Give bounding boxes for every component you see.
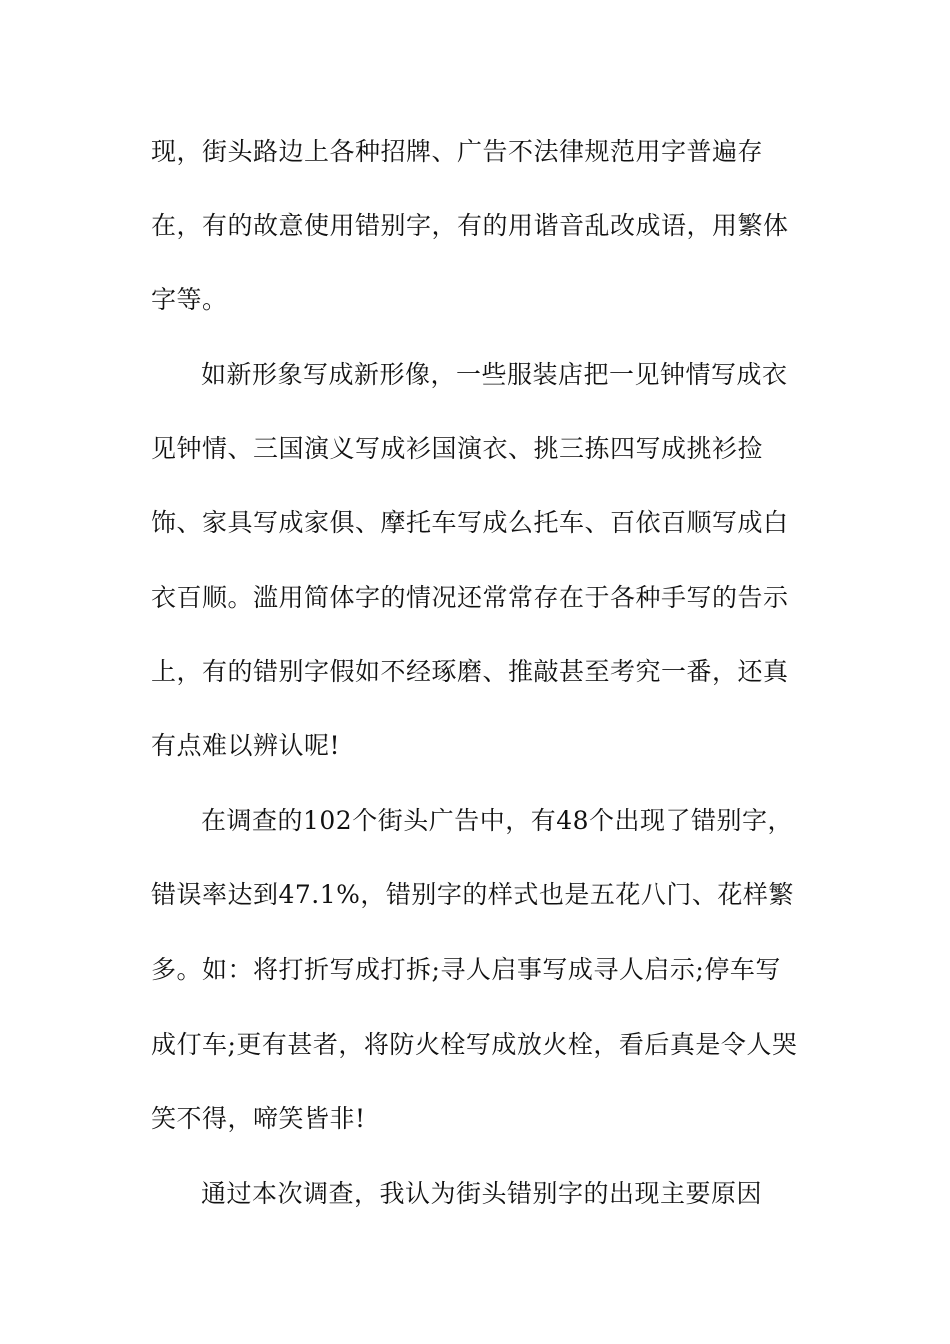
paragraph-first-line: 通过本次调查，我认为街头错别字的出现主要原因 [201, 1179, 763, 1208]
text-line: 在，有的故意使用错别字，有的用谐音乱改成语，用繁体 [151, 211, 789, 240]
text-line: 上，有的错别字假如不经琢磨、推敲甚至考究一番，还真 [151, 657, 789, 686]
text-line: 现，街头路边上各种招牌、广告不法律规范用字普遍存 [151, 137, 764, 166]
text-line: 衣百顺。滥用简体字的情况还常常存在于各种手写的告示 [151, 583, 789, 612]
paragraph-first-line: 如新形象写成新形像，一些服装店把一见钟情写成衣 [201, 360, 788, 389]
paragraph-first-line: 在调查的102个街头广告中，有48个出现了错别字， [201, 806, 794, 835]
text-line: 有点难以辨认呢! [151, 731, 341, 760]
text-line: 饰、家具写成家俱、摩托车写成么托车、百依百顺写成白 [151, 508, 789, 537]
text-line: 多。如：将打折写成打拆;寻人启事写成寻人启示;停车写 [151, 955, 781, 984]
text-line: 错误率达到47.1%，错别字的样式也是五花八门、花样繁 [151, 880, 794, 909]
text-line: 字等。 [151, 285, 228, 314]
text-line: 笑不得，啼笑皆非! [151, 1104, 366, 1133]
text-line: 见钟情、三国演义写成衫国演衣、挑三拣四写成挑衫捡 [151, 434, 764, 463]
text-line: 成仃车;更有甚者，将防火栓写成放火栓，看后真是令人哭 [151, 1030, 798, 1059]
